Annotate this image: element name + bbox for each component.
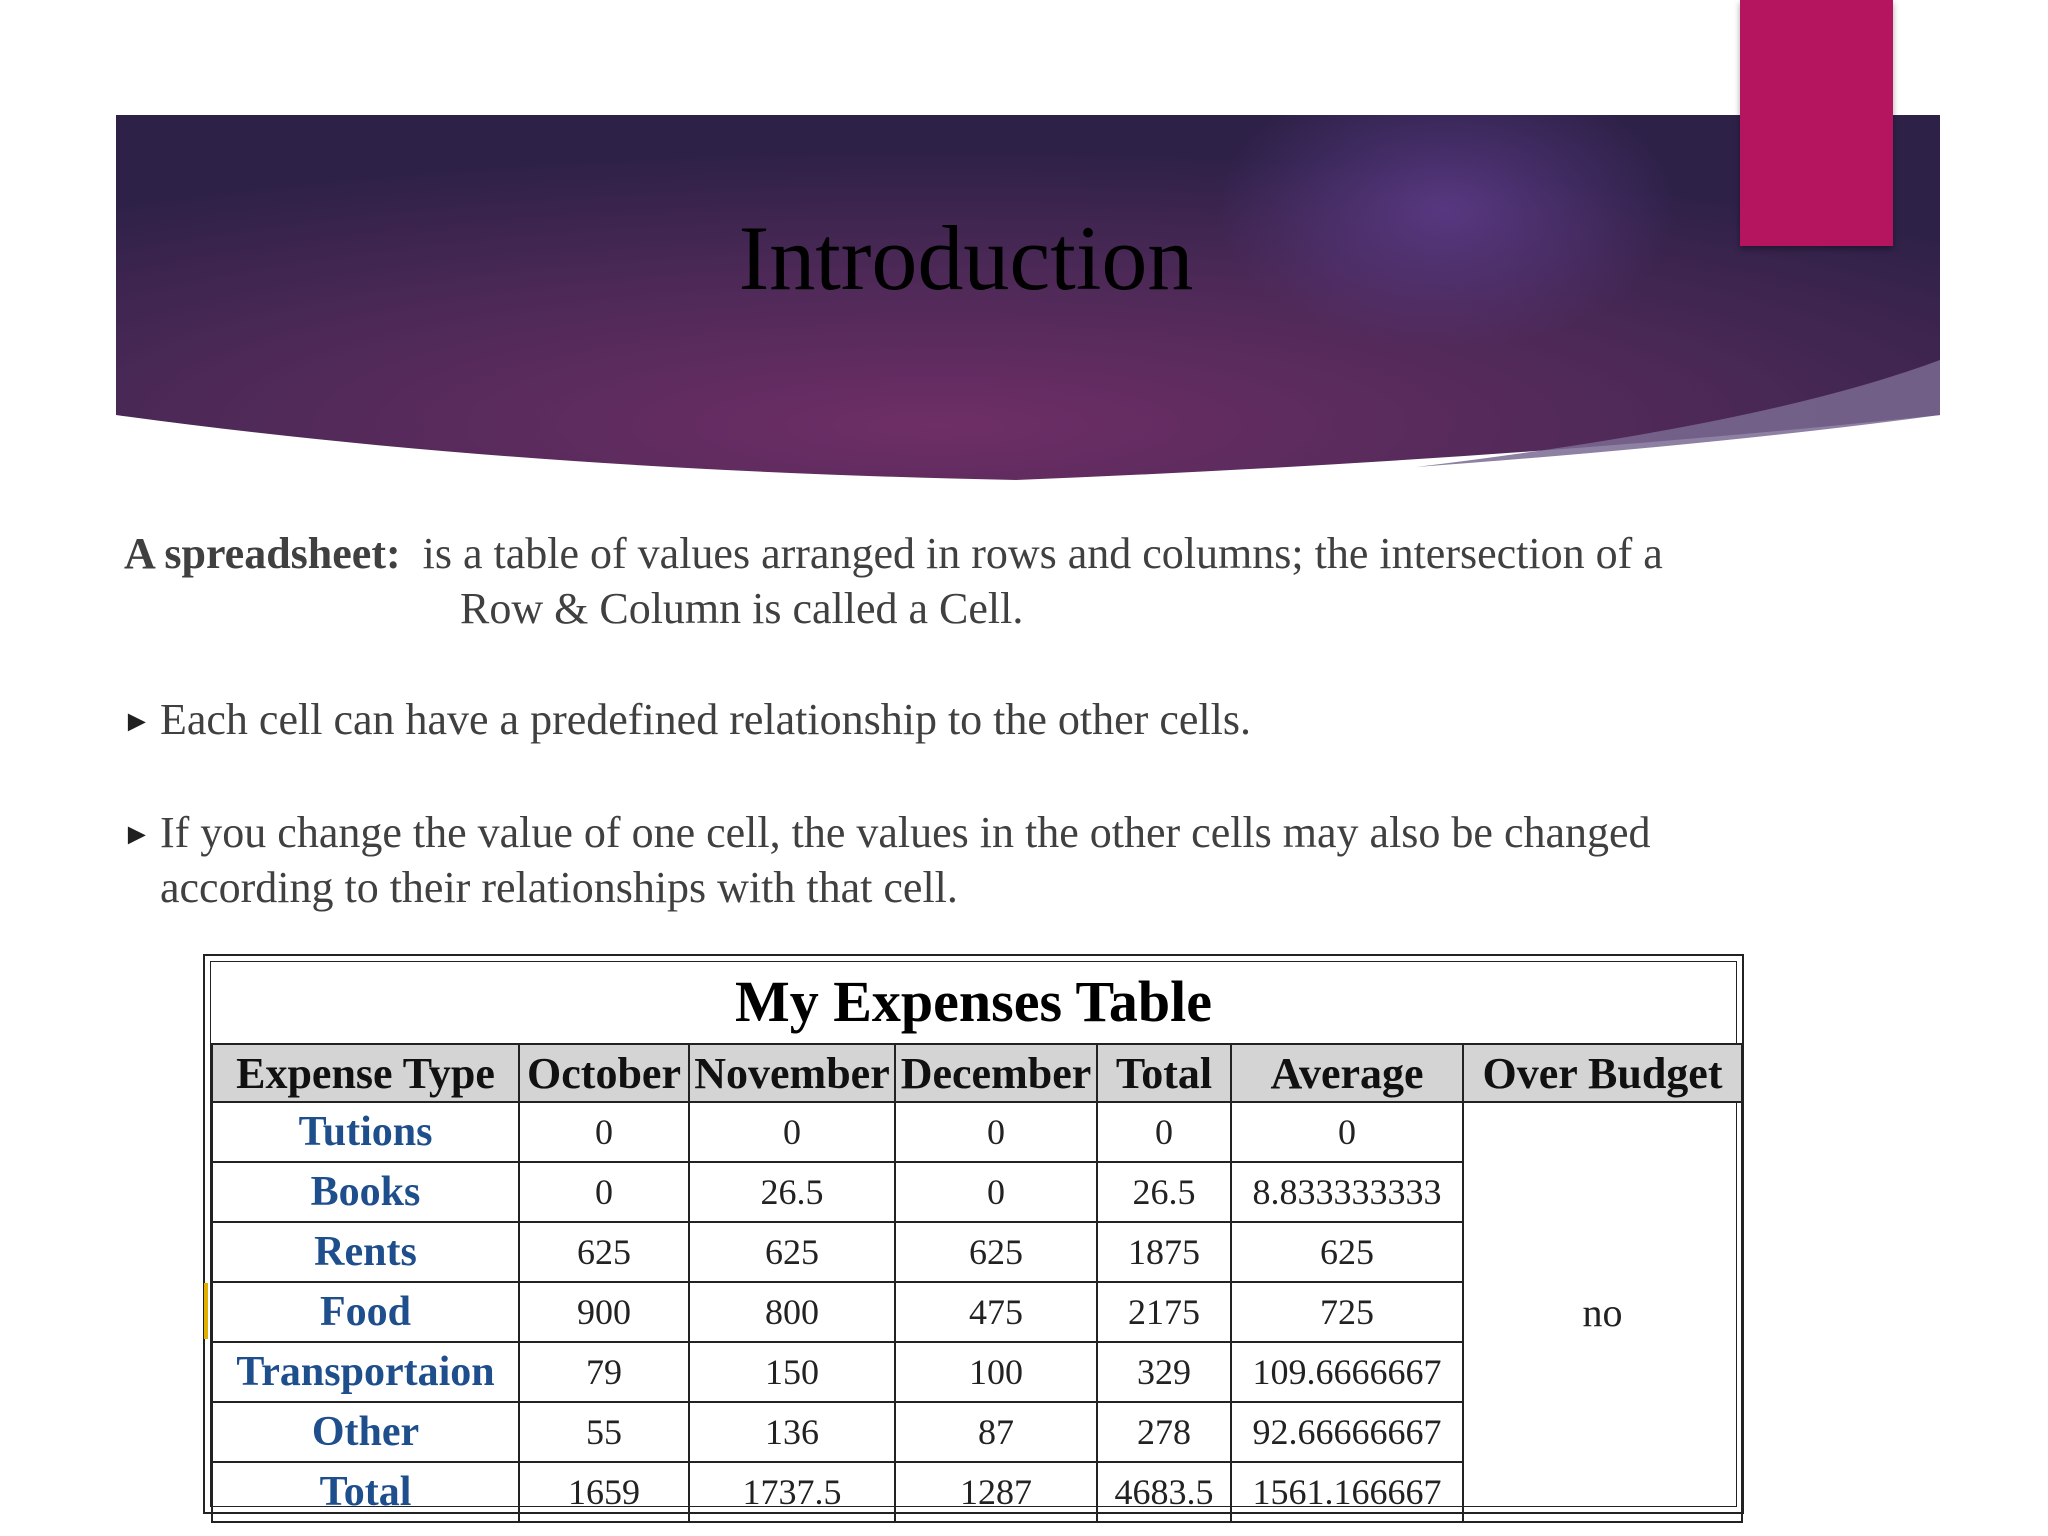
row-label (212, 1282, 519, 1342)
column-header: Expense Type (212, 1044, 519, 1102)
table-cell: 92.66666667 (1231, 1402, 1463, 1462)
table-cell: 8.833333333 (1231, 1162, 1463, 1222)
table-cell: 150 (689, 1342, 895, 1402)
definition-paragraph (124, 526, 1824, 636)
table-cell: 329 (1097, 1342, 1231, 1402)
row-label: Books (212, 1162, 519, 1222)
expenses-table-frame (203, 954, 1744, 1514)
table-cell: 2175 (1097, 1282, 1231, 1342)
row-label-text: Food (319, 1289, 411, 1335)
definition-term: A spreadsheet: (124, 529, 401, 578)
column-header: November (689, 1044, 895, 1102)
table-cell: 55 (519, 1402, 689, 1462)
table-cell: 0 (895, 1102, 1097, 1162)
table-header-row (212, 1044, 1742, 1102)
definition-text-line1: is a table of values arranged in rows and columns; the intersection of a (422, 529, 1663, 578)
row-label: Rents (212, 1222, 519, 1282)
table-cell: 1561.166667 (1231, 1462, 1463, 1522)
table-cell: 1659 (519, 1462, 689, 1522)
bullet-text: If you change the value of one cell, the values in the other cells may also be changed according to their relationships with that cell. (160, 808, 1651, 912)
expenses-table (211, 1043, 1743, 1523)
table-cell: 625 (895, 1222, 1097, 1282)
column-header: Over Budget (1463, 1044, 1742, 1102)
table-cell: 0 (689, 1102, 895, 1162)
table-cell: 109.6666667 (1231, 1342, 1463, 1402)
table-cell: 625 (689, 1222, 895, 1282)
table-cell: 87 (895, 1402, 1097, 1462)
table-cell: 278 (1097, 1402, 1231, 1462)
table-cell: 800 (689, 1282, 895, 1342)
row-label: Other (212, 1402, 519, 1462)
table-cell: 625 (1231, 1222, 1463, 1282)
table-cell: 1875 (1097, 1222, 1231, 1282)
table-cell: 0 (1231, 1102, 1463, 1162)
cell-selection-marker (204, 1283, 208, 1339)
expenses-table-inner (210, 961, 1737, 1515)
table-cell: 0 (1097, 1102, 1231, 1162)
table-row (212, 1102, 1742, 1162)
triangle-bullet-icon: ► (122, 705, 152, 738)
table-cell: 4683.5 (1097, 1462, 1231, 1522)
triangle-bullet-icon: ► (122, 818, 152, 851)
table-cell: 0 (519, 1162, 689, 1222)
row-label: Transportaion (212, 1342, 519, 1402)
over-budget-cell: no (1463, 1102, 1742, 1522)
bullet-text: Each cell can have a predefined relationship to the other cells. (160, 695, 1251, 744)
table-cell: 900 (519, 1282, 689, 1342)
definition-text-line2: Row & Column is called a Cell. (460, 584, 1024, 633)
column-header: October (519, 1044, 689, 1102)
table-cell: 100 (895, 1342, 1097, 1402)
table-cell: 1737.5 (689, 1462, 895, 1522)
table-cell: 79 (519, 1342, 689, 1402)
table-cell: 0 (895, 1162, 1097, 1222)
table-cell: 26.5 (689, 1162, 895, 1222)
table-cell: 26.5 (1097, 1162, 1231, 1222)
bullet-item (122, 805, 1822, 915)
table-cell: 475 (895, 1282, 1097, 1342)
table-cell: 625 (519, 1222, 689, 1282)
table-cell: 725 (1231, 1282, 1463, 1342)
column-header: Total (1097, 1044, 1231, 1102)
table-cell: 0 (519, 1102, 689, 1162)
slide-title: Introduction (738, 207, 1194, 309)
table-cell: 136 (689, 1402, 895, 1462)
row-label: Total (212, 1462, 519, 1522)
bullet-item (122, 692, 1822, 749)
table-cell: 1287 (895, 1462, 1097, 1522)
row-label: Tutions (212, 1102, 519, 1162)
column-header: Average (1231, 1044, 1463, 1102)
column-header: December (895, 1044, 1097, 1102)
table-title: My Expenses Table (735, 969, 1212, 1034)
